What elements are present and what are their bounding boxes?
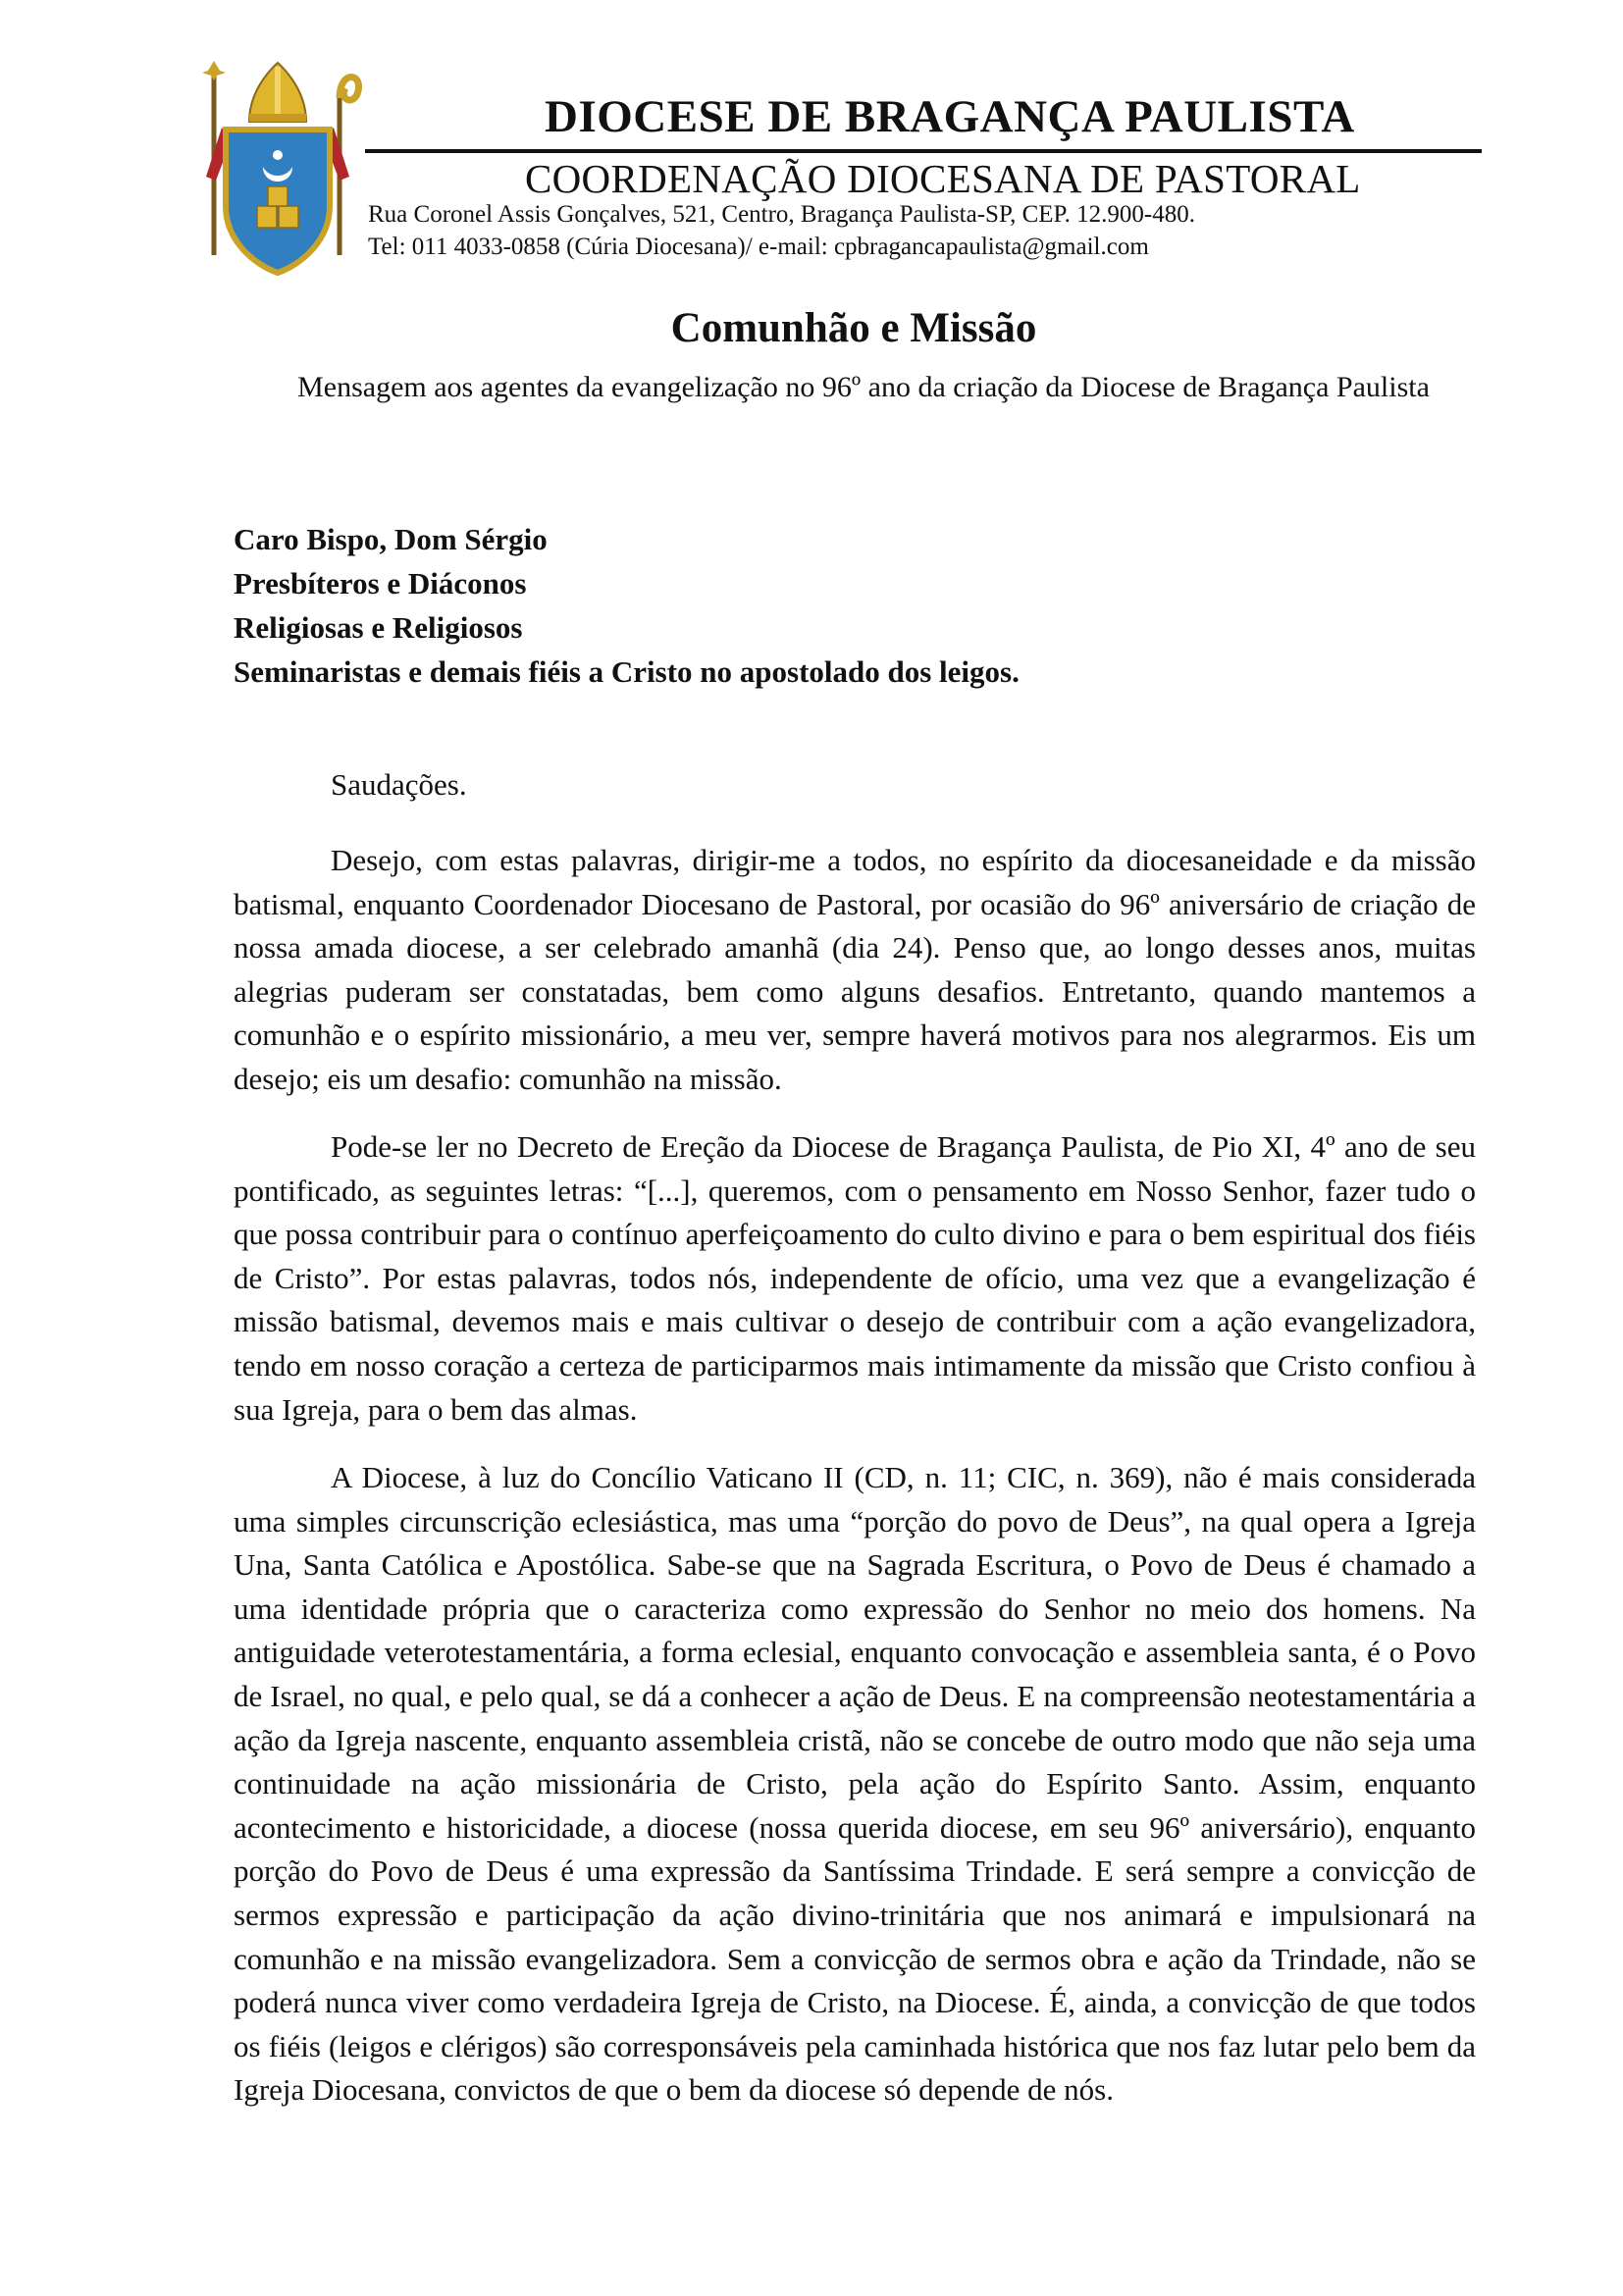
header-contact: Tel: 011 4033-0858 (Cúria Diocesana)/ e-mail: cpbragancapaulista@gmail.com — [368, 234, 1149, 260]
recipient-line: Religiosas e Religiosos — [234, 610, 523, 645]
header-divider — [365, 149, 1482, 153]
recipient-line: Presbíteros e Diáconos — [234, 566, 527, 600]
document-subtitle: Mensagem aos agentes da evangelização no 96º ano da criação da Diocese de Bragança Paulista — [297, 371, 1430, 403]
diocese-coat-of-arms-icon — [192, 59, 363, 277]
header-subtitle: COORDENAÇÃO DIOCESANA DE PASTORAL — [525, 156, 1361, 201]
recipient-line: Seminaristas e demais fiéis a Cristo no apostolado dos leigos. — [234, 654, 1020, 689]
body-paragraph: Desejo, com estas palavras, dirigir-me a todos, no espírito da diocesaneidade e da missão batismal, enquanto Coordenador Diocesano de Pastoral, por ocasião do 96º aniversário de criação de nossa amada diocese, a ser celebrado amanhã (dia 24). Penso que, ao longo desses anos, muitas alegrias puderam ser constatadas, bem como alguns desafios. Entretanto, quando mantemos a comunhão e o espírito missionário, a meu ver, sempre haverá motivos para nos alegrarmos. Eis um desejo; eis um desafio: comunhão na missão. — [234, 843, 1476, 1096]
body-paragraph: A Diocese, à luz do Concílio Vaticano II (CD, n. 11; CIC, n. 369), não é mais considerada uma simples circunscrição eclesiástica, mas uma “porção do povo de Deus”, na qual opera a Igreja Una, Santa Católica e Apostólica. Sabe-se que na Sagrada Escritura, o Povo de Deus é chamado a uma identidade própria que o caracteriza como expressão do Senhor no meio dos homens. Na antiguidade veterotestamentária, a forma eclesial, enquanto convocação e assembleia santa, é o Povo de Israel, no qual, e pelo qual, se dá a conhecer a ação de Deus. E na compreensão neotestamentária a ação da Igreja nascente, enquanto assembleia cristã, não se concebe de outro modo que não seja uma continuidade na ação missionária de Cristo, pela ação do Espírito Santo. Assim, enquanto acontecimento e historicidade, a diocese (nossa querida diocese, em seu 96º aniversário), enquanto porção do Povo de Deus é uma expressão da Santíssima Trindade. E será sempre a convicção de sermos expressão e participação da ação divino-trinitária que nos animará e impulsionará na comunhão e na missão evangelizadora. Sem a convicção de sermos obra e ação da Trindade, não se poderá nunca viver como verdadeira Igreja de Cristo, na Diocese. É, ainda, a convicção de que todos os fiéis (leigos e clérigos) são corresponsáveis pela caminhada histórica que nos faz lutar pelo bem da Igreja Diocesana, convictos de que o bem da diocese só depende de nós. — [234, 1460, 1476, 2108]
header-title: DIOCESE DE BRAGANÇA PAULISTA — [545, 91, 1355, 142]
greeting: Saudações. — [331, 767, 467, 802]
recipient-line: Caro Bispo, Dom Sérgio — [234, 522, 548, 556]
header-address: Rua Coronel Assis Gonçalves, 521, Centro, Bragança Paulista-SP, CEP. 12.900-480. — [368, 201, 1195, 228]
document-title: Comunhão e Missão — [670, 305, 1037, 351]
body-paragraph: Pode-se ler no Decreto de Ereção da Diocese de Bragança Paulista, de Pio XI, 4º ano de seu pontificado, as seguintes letras: “[...], queremos, com o pensamento em Nosso Senhor, fazer tudo o que possa contribuir para o contínuo aperfeiçoamento do culto divino e para o bem espiritual dos fiéis de Cristo”. Por estas palavras, todos nós, independente de ofício, uma vez que a evangelização é missão batismal, devemos mais e mais cultivar o desejo de contribuir com a ação evangelizadora, tendo em nosso coração a certeza de participarmos mais intimamente da missão que Cristo confiou à sua Igreja, para o bem das almas. — [234, 1129, 1476, 1427]
